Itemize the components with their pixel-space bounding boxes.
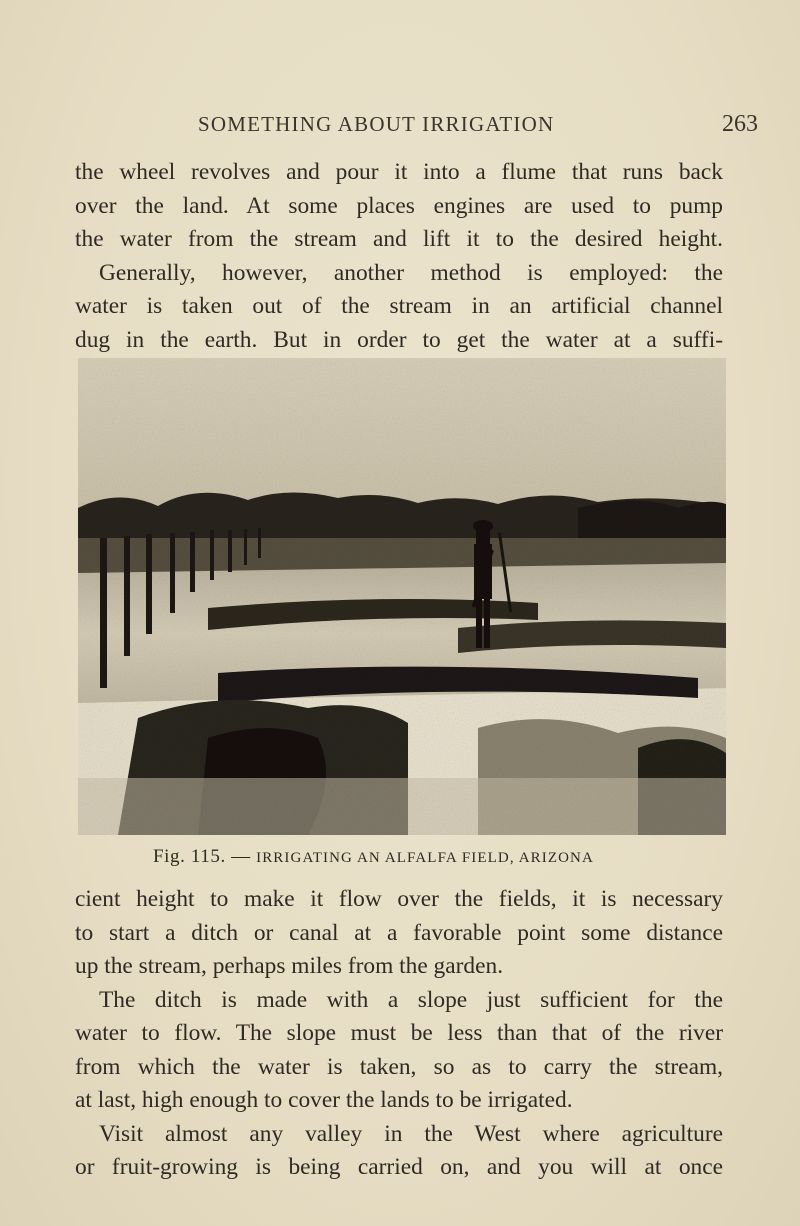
text-line: dug in the earth. But in order to get the water at a suffi- xyxy=(75,326,723,353)
paragraph-bottom xyxy=(75,883,723,1185)
paragraph-top xyxy=(75,156,723,357)
text-line: Visit almost any valley in the West where agriculture xyxy=(99,1120,723,1147)
text-line: at last, high enough to cover the lands to be irrigated. xyxy=(75,1087,573,1113)
text-line: cient height to make it flow over the fields, it is necessary xyxy=(75,886,723,912)
text-line: over the land. At some places engines are used to pump xyxy=(75,192,723,219)
photograph-irrigated-alfalfa-field xyxy=(78,358,726,835)
text-line: the water from the stream and lift it to the desired height. xyxy=(75,226,723,252)
text-line: the wheel revolves and pour it into a flume that runs back xyxy=(75,159,723,185)
photo-sky xyxy=(78,358,726,518)
text-line: Generally, however, another method is employed: the xyxy=(99,259,723,286)
caption-figure-number: Fig. 115. xyxy=(153,846,226,867)
page-number: 263 xyxy=(722,111,758,137)
text-line: water to flow. The slope must be less than that of the river xyxy=(75,1020,723,1046)
text-line: up the stream, perhaps miles from the garden. xyxy=(75,953,504,979)
running-head: SOMETHING ABOUT IRRIGATION xyxy=(198,112,555,136)
text-line: from which the water is taken, so as to carry the stream, xyxy=(75,1053,723,1080)
figure-caption xyxy=(153,846,594,868)
text-line: water is taken out of the stream in an artificial channel xyxy=(75,293,723,319)
text-line: to start a ditch or canal at a favorable point some distance xyxy=(75,919,723,946)
caption-title: IRRIGATING AN ALFALFA FIELD, ARIZONA xyxy=(256,850,594,866)
caption-dash: — xyxy=(225,846,257,867)
text-line: The ditch is made with a slope just sufficient for the xyxy=(99,986,723,1013)
figure-photograph xyxy=(78,358,726,835)
text-line: or fruit-growing is being carried on, and you will at once xyxy=(75,1154,723,1180)
